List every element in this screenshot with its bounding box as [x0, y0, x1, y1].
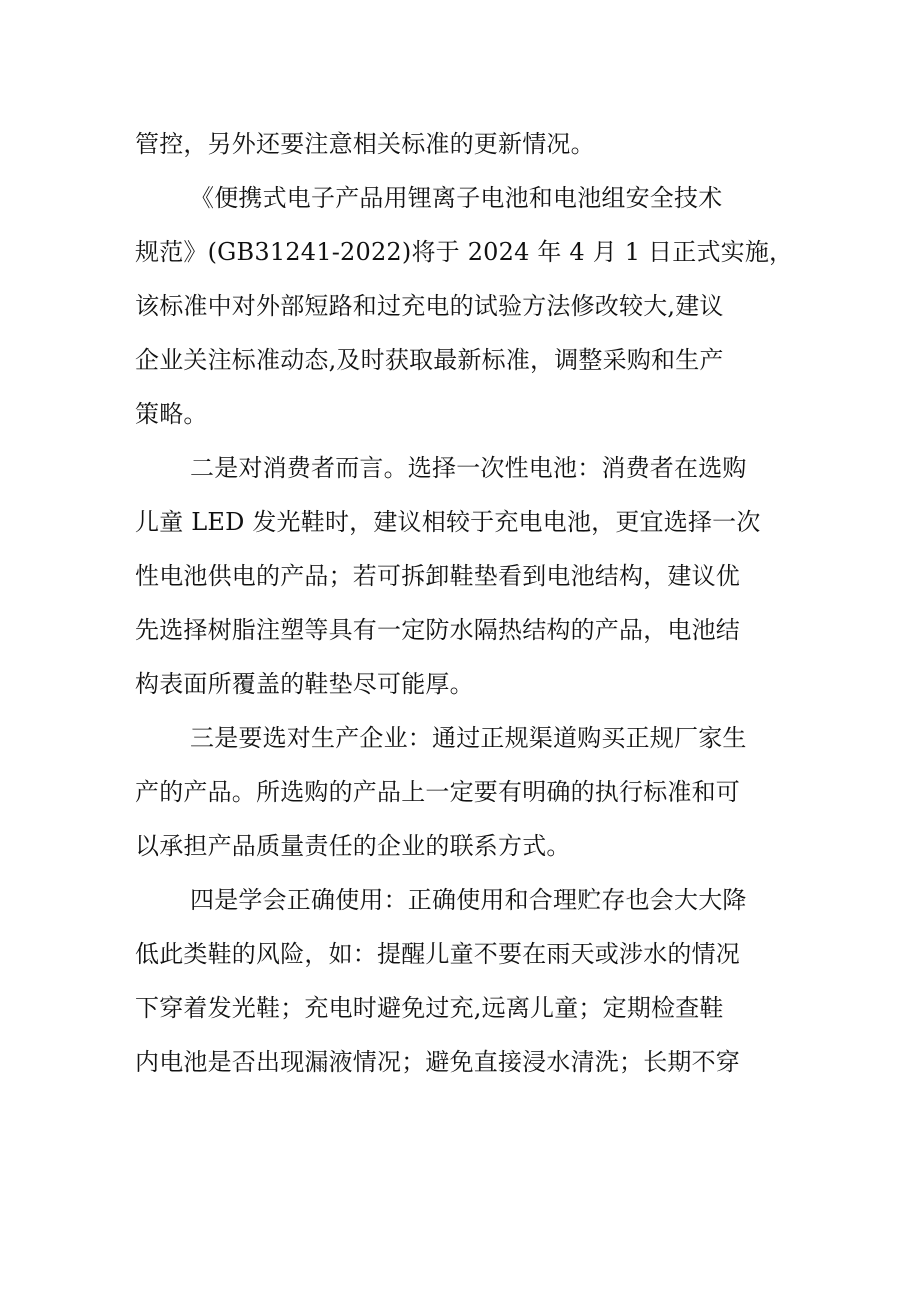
text-line: 规范》(GB31241-2022)将于 2024 年 4 月 1 日正式实施， — [135, 238, 794, 266]
text-line: 二是对消费者而言。选择一次性电池：消费者在选购 — [190, 454, 747, 482]
text-line: 下穿着发光鞋；充电时避免过充,远离儿童；定期检查鞋 — [135, 994, 724, 1022]
text-line: 产的产品。所选购的产品上一定要有明确的执行标准和可 — [135, 778, 740, 806]
text-line: 构表面所覆盖的鞋垫尽可能厚。 — [135, 670, 474, 698]
text-line: 低此类鞋的风险，如：提醒儿童不要在雨天或涉水的情况 — [135, 940, 740, 968]
paragraph-standard-notice — [135, 175, 795, 445]
document-body — [135, 121, 795, 1093]
text-line: 企业关注标准动态,及时获取最新标准，调整采购和生产 — [135, 346, 724, 374]
text-line: 以承担产品质量责任的企业的联系方式。 — [135, 832, 571, 860]
paragraph-correct-usage — [135, 877, 795, 1093]
text-line: 儿童 LED 发光鞋时，建议相较于充电电池，更宜选择一次 — [135, 508, 761, 536]
text-line: 性电池供电的产品；若可拆卸鞋垫看到电池结构，建议优 — [135, 562, 740, 590]
text-line: 三是要选对生产企业：通过正规渠道购买正规厂家生 — [190, 724, 747, 752]
text-line: 《便携式电子产品用锂离子电池和电池组安全技术 — [190, 184, 723, 212]
text-line: 策略。 — [135, 400, 208, 428]
paragraph-continuation — [135, 121, 795, 175]
paragraph-manufacturer-choice — [135, 715, 795, 877]
text-line: 先选择树脂注塑等具有一定防水隔热结构的产品，电池结 — [135, 616, 740, 644]
text-line: 四是学会正确使用：正确使用和合理贮存也会大大降 — [190, 886, 747, 914]
text-line: 该标准中对外部短路和过充电的试验方法修改较大,建议 — [135, 292, 724, 320]
paragraph-consumer-advice — [135, 445, 795, 715]
text-line: 内电池是否出现漏液情况；避免直接浸水清洗；长期不穿 — [135, 1048, 740, 1076]
text-line: 管控，另外还要注意相关标准的更新情况。 — [135, 130, 595, 158]
